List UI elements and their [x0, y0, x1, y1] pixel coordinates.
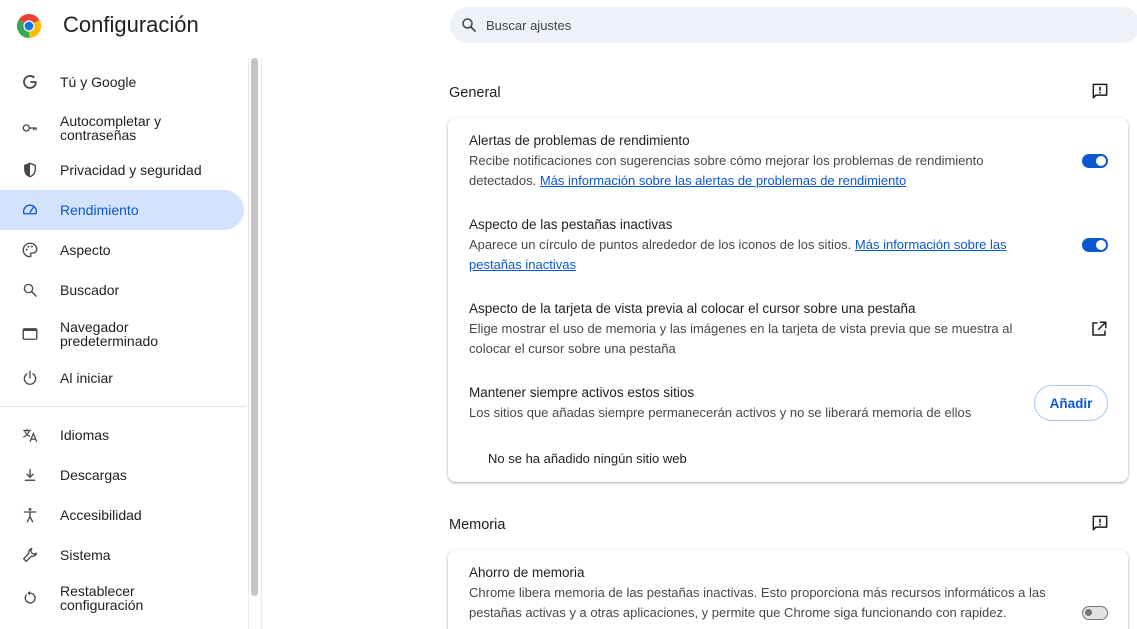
- setting-description: Aparece un círculo de puntos alrededor de los iconos de los sitios. Más información sobre las pestañas inactivas: [469, 237, 1007, 272]
- accessibility-icon: [20, 505, 40, 525]
- search-box[interactable]: [450, 7, 1137, 43]
- sidebar-scrollbar[interactable]: [251, 58, 258, 596]
- setting-row-always-active-sites: [469, 383, 1109, 423]
- feedback-button[interactable]: [1089, 80, 1111, 102]
- learn-more-link[interactable]: Más información sobre las alertas de problemas de rendimiento: [539, 173, 907, 188]
- setting-title: Alertas de problemas de rendimiento: [469, 133, 690, 148]
- browser-window-icon: [20, 324, 40, 344]
- feedback-icon: [1090, 513, 1110, 533]
- shield-icon: [20, 160, 40, 180]
- translate-icon: [20, 425, 40, 445]
- section-title-memory: Memoria: [449, 517, 506, 533]
- setting-title: Mantener siempre activos estos sitios: [469, 385, 695, 400]
- setting-description: Recibe notificaciones con sugerencias sobre cómo mejorar los problemas de rendimiento detectados. Más información sobre las alertas de problemas de rendimiento: [469, 153, 984, 188]
- empty-sites-message: No se ha añadido ningún sitio web: [488, 451, 687, 466]
- sidebar-item-label: Navegador predeterminado: [60, 319, 159, 349]
- setting-title: Aspecto de las pestañas inactivas: [469, 217, 673, 232]
- inactive-tabs-toggle[interactable]: [1082, 238, 1108, 252]
- sidebar-item-label: Sistema: [60, 547, 111, 563]
- power-icon: [20, 368, 40, 388]
- section-title-general: General: [449, 85, 501, 101]
- feedback-icon: [1090, 81, 1110, 101]
- setting-description: Chrome libera memoria de las pestañas inactivas. Esto proporciona más recursos informáticos a las pestañas activas y a otras aplicaciones, y permite que Chrome siga funcionando con rapidez.: [469, 585, 1046, 620]
- key-icon: [20, 118, 40, 138]
- sidebar-item-performance[interactable]: [0, 190, 244, 230]
- sidebar-item-label: Buscador: [60, 282, 120, 298]
- sidebar-item-label: Aspecto: [60, 242, 111, 258]
- sidebar-item-label: Tú y Google: [60, 74, 137, 90]
- setting-title: Ahorro de memoria: [469, 565, 585, 580]
- sidebar-item-label: Al iniciar: [60, 370, 113, 386]
- sidebar-item-label: Accesibilidad: [60, 507, 142, 523]
- sidebar-item-you-and-google[interactable]: [0, 70, 244, 94]
- sidebar-item-appearance[interactable]: [0, 238, 244, 262]
- sidebar-item-accessibility[interactable]: [0, 503, 244, 527]
- sidebar-item-label: Privacidad y seguridad: [60, 162, 202, 178]
- sidebar-item-system[interactable]: [0, 543, 244, 567]
- sidebar-item-label: Restablecer configuración: [60, 583, 144, 613]
- open-in-new-icon[interactable]: [1090, 320, 1108, 338]
- sidebar-item-downloads[interactable]: [0, 463, 244, 487]
- setting-title: Aspecto de la tarjeta de vista previa al colocar el cursor sobre una pestaña: [469, 301, 916, 316]
- learn-more-link[interactable]: Más información sobre las pestañas inactivas: [469, 237, 1007, 272]
- palette-icon: [20, 240, 40, 260]
- add-site-button[interactable]: Añadir: [1034, 385, 1108, 421]
- sidebar-divider: [0, 406, 246, 407]
- page-title: Configuración: [63, 12, 199, 37]
- memory-card: [448, 550, 1128, 629]
- sidebar-item-label: Autocompletar y contraseñas: [60, 113, 162, 143]
- sidebar-item-label: Idiomas: [60, 427, 110, 443]
- search-input[interactable]: [486, 18, 886, 33]
- setting-row-inactive-tabs: [469, 215, 1109, 275]
- setting-row-hover-card: [469, 299, 1109, 359]
- sidebar-nav: [0, 58, 248, 629]
- search-icon: [460, 16, 478, 34]
- sidebar-item-on-startup[interactable]: [0, 366, 244, 390]
- sidebar-item-autofill[interactable]: [0, 108, 244, 148]
- feedback-button[interactable]: [1089, 512, 1111, 534]
- sidebar-item-languages[interactable]: [0, 423, 244, 447]
- performance-alerts-toggle[interactable]: [1082, 154, 1108, 168]
- reset-icon: [20, 588, 40, 608]
- setting-row-memory-saver: [469, 563, 1109, 623]
- setting-row-performance-alerts: [469, 131, 1109, 191]
- chrome-logo-icon: [17, 14, 41, 38]
- download-icon: [20, 465, 40, 485]
- sidebar-item-label: Descargas: [60, 467, 127, 483]
- setting-description: Los sitios que añadas siempre permanecerán activos y no se liberará memoria de ellos: [469, 405, 972, 420]
- memory-saver-toggle[interactable]: [1082, 606, 1108, 620]
- sidebar-item-privacy[interactable]: [0, 158, 244, 182]
- wrench-icon: [20, 545, 40, 565]
- sidebar-item-search-engine[interactable]: [0, 278, 244, 302]
- search-icon: [20, 280, 40, 300]
- sidebar-item-label: Rendimiento: [60, 202, 139, 218]
- general-card: [448, 118, 1128, 482]
- sidebar-item-reset[interactable]: [0, 578, 244, 618]
- google-g-icon: [20, 72, 40, 92]
- speedometer-icon: [20, 200, 40, 220]
- setting-description: Elige mostrar el uso de memoria y las imágenes en la tarjeta de vista previa que se muestra al colocar el cursor sobre una pestaña: [469, 321, 1013, 356]
- sidebar-item-default-browser[interactable]: [0, 314, 244, 354]
